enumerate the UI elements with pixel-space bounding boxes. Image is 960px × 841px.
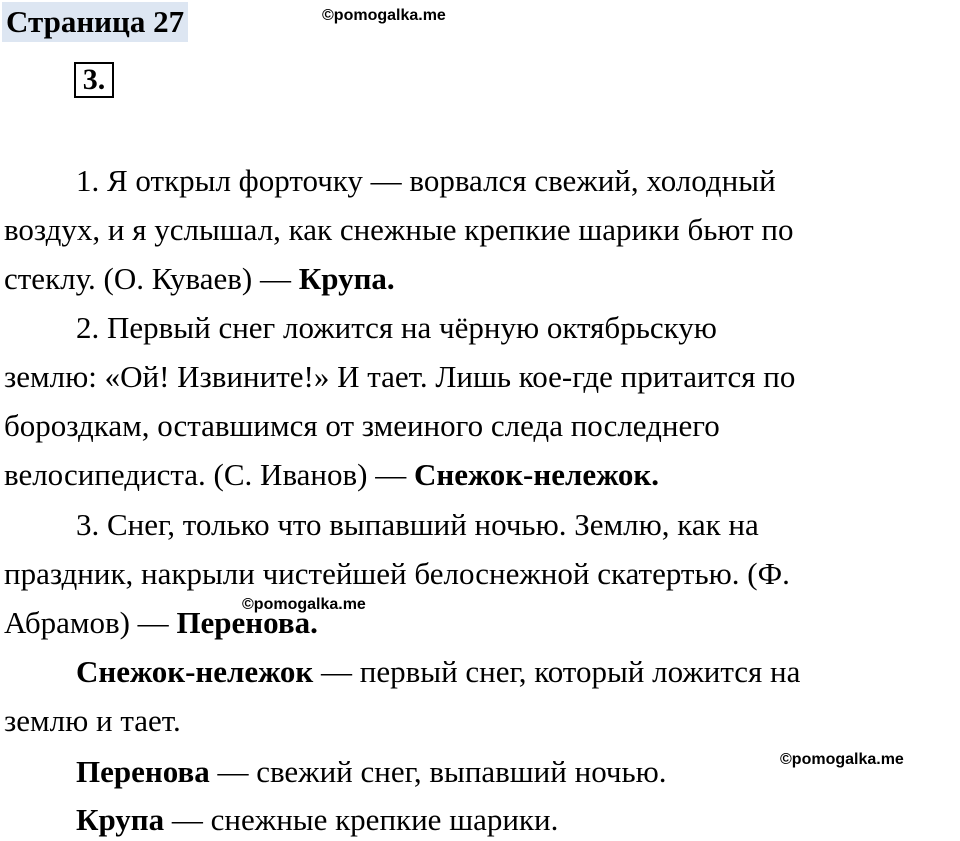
paragraph-1-text: стеклу. (О. Куваев) —: [4, 261, 299, 296]
page-title: Страница 27: [2, 2, 188, 42]
definition-1-line-1: [76, 652, 800, 692]
paragraph-1-line-3: [4, 259, 395, 299]
paragraph-1-line-2: воздух, и я услышал, как снежные крепкие шарики бьют по: [4, 212, 794, 247]
paragraph-1-line-1: 1. Я открыл форточку — ворвался свежий, холодный: [76, 163, 776, 198]
definition-3-text: — снежные крепкие шарики.: [164, 802, 559, 837]
watermark: ©pomogalka.me: [242, 596, 366, 613]
paragraph-3-text: Абрамов) —: [4, 605, 177, 640]
answer-snezhok-nelezhok: Снежок-нележок.: [413, 457, 659, 492]
definition-1-line-2: землю и тает.: [4, 703, 181, 738]
answer-krupa: Крупа.: [298, 261, 395, 296]
paragraph-2-line-1: 2. Первый снег ложится на чёрную октябрьскую: [76, 310, 717, 345]
watermark: ©pomogalka.me: [780, 751, 904, 768]
paragraph-3-line-2: праздник, накрыли чистейшей белоснежной скатертью. (Ф.: [4, 556, 790, 591]
task-number: 3.: [74, 62, 114, 98]
answer-perenova: Перенова.: [176, 605, 318, 640]
definition-1-term: Снежок-нележок: [76, 654, 314, 689]
definition-2-text: — свежий снег, выпавший ночью.: [209, 754, 667, 789]
paragraph-3-line-1: 3. Снег, только что выпавший ночью. Землю, как на: [76, 507, 759, 542]
definition-1-text: — первый снег, который ложится на: [313, 654, 801, 689]
paragraph-2-line-4: [4, 455, 659, 495]
definition-3: [76, 800, 558, 840]
paragraph-2-text: велосипедиста. (С. Иванов) —: [4, 457, 414, 492]
definition-2: [76, 752, 667, 792]
definition-3-term: Крупа: [76, 802, 165, 837]
paragraph-2-line-2: землю: «Ой! Извините!» И тает. Лишь кое-где притаится по: [4, 359, 796, 394]
paragraph-2-line-3: бороздкам, оставшимся от змеиного следа последнего: [4, 408, 720, 443]
definition-2-term: Перенова: [76, 754, 210, 789]
watermark: ©pomogalka.me: [322, 7, 446, 24]
